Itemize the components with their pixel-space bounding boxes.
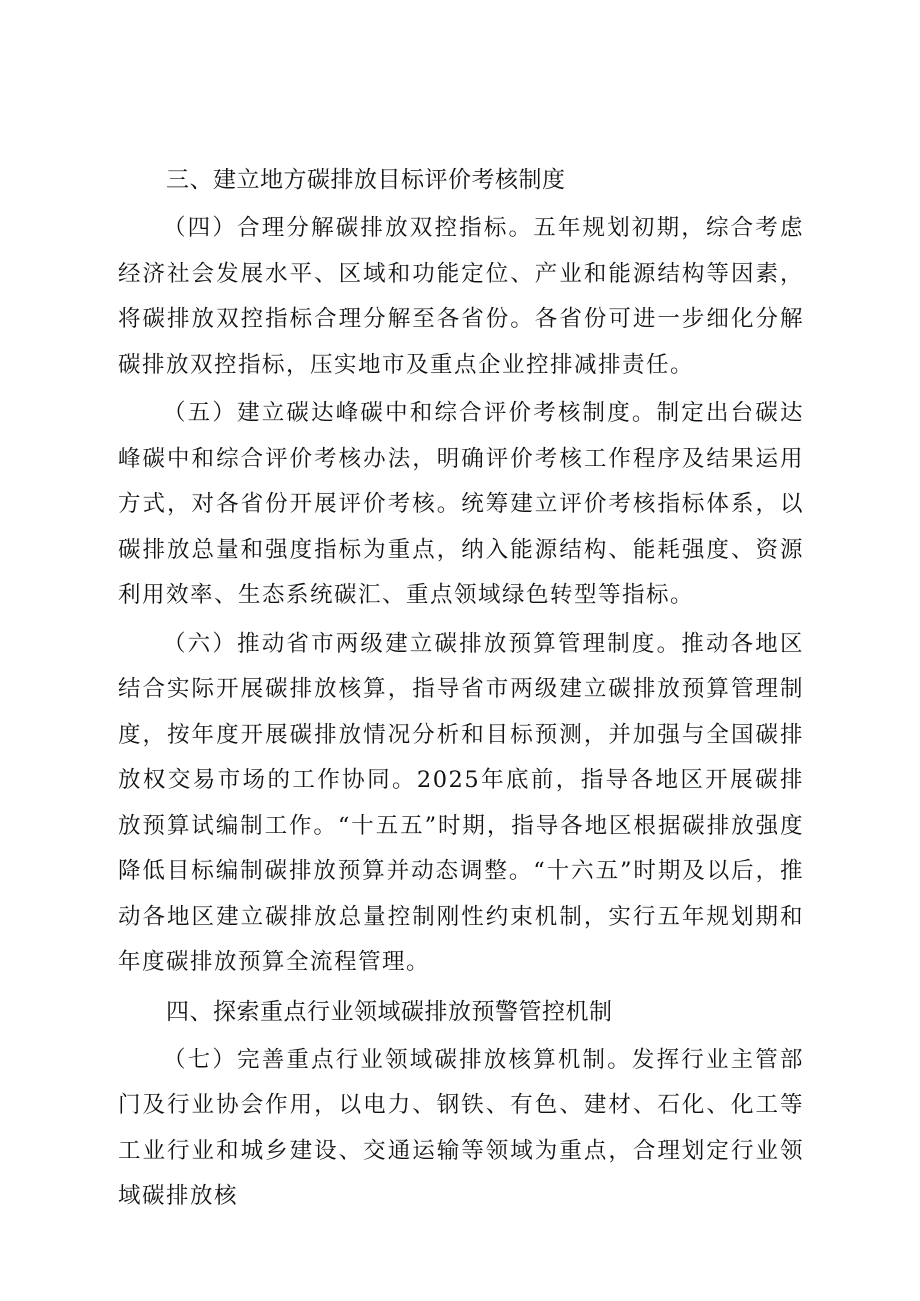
paragraph-7: （七）完善重点行业领域碳排放核算机制。发挥行业主管部门及行业协会作用，以电力、钢铁、有色、建材、石化、化工等工业行业和城乡建设、交通运输等领域为重点，合理划定行业领域碳排放核 bbox=[118, 1046, 804, 1209]
section-heading-4: 四、探索重点行业领域碳排放预警管控机制 bbox=[166, 998, 613, 1025]
paragraph-4: （四）合理分解碳排放双控指标。五年规划初期，综合考虑经济社会发展水平、区域和功能定位、产业和能源结构等因素，将碳排放双控指标合理分解至各省份。各省份可进一步细化分解碳排放双控指标，压实地市及重点企业控排减排责任。 bbox=[118, 215, 804, 378]
section-heading-3: 三、建立地方碳排放目标评价考核制度 bbox=[166, 167, 566, 193]
paragraph-6: （六）推动省市两级建立碳排放预算管理制度。推动各地区结合实际开展碳排放核算，指导省市两级建立碳排放预算管理制度，按年度开展碳排放情况分析和目标预测，并加强与全国碳排放权交易市场的工作协同。2025年底前，指导各地区开展碳排放预算试编制工作。“十五五”时期，指导各地区根据碳排放强度降低目标编制碳排放预算并动态调整。“十六五”时期及以后，推动各地区建立碳排放总量控制刚性约束机制，实行五年规划期和年度碳排放预算全流程管理。 bbox=[118, 630, 804, 975]
document-page bbox=[118, 158, 804, 1220]
paragraph-5: （五）建立碳达峰碳中和综合评价考核制度。制定出台碳达峰碳中和综合评价考核办法，明确评价考核工作程序及结果运用方式，对各省份开展评价考核。统筹建立评价考核指标体系，以碳排放总量和强度指标为重点，纳入能源结构、能耗强度、资源利用效率、生态系统碳汇、重点领域绿色转型等指标。 bbox=[118, 400, 804, 608]
